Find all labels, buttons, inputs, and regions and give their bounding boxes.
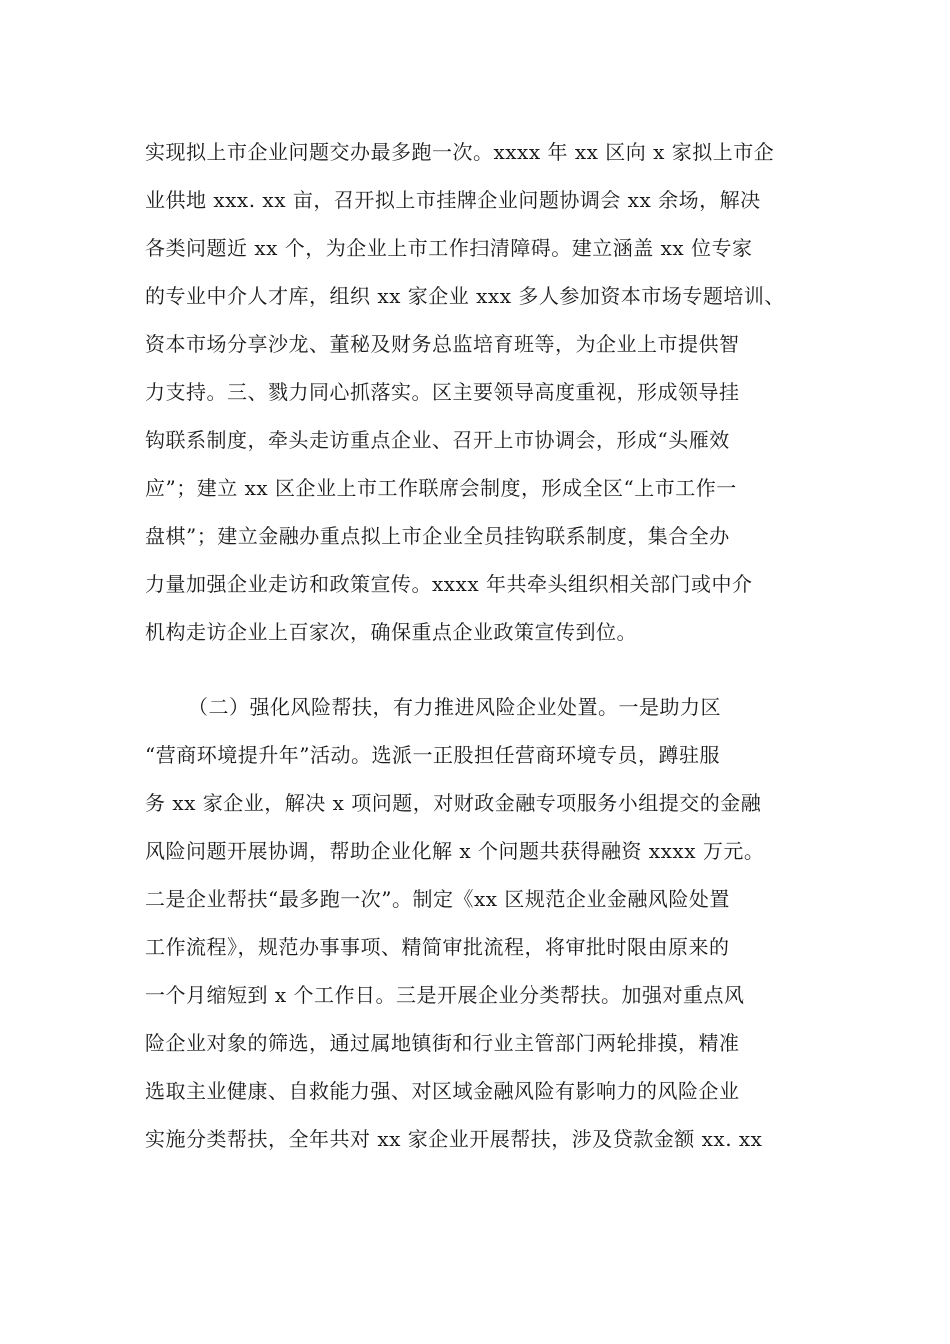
text-line: 盘棋”；建立金融办重点拟上市企业全员挂钩联系制度，集合全办 <box>145 524 730 548</box>
text-line: 险企业对象的筛选，通过属地镇街和行业主管部门两轮排摸，精准 <box>145 1031 740 1055</box>
text-line: 力支持。三、戮力同心抓落实。区主要领导高度重视，形成领导挂 <box>145 380 740 404</box>
text-line: 选取主业健康、自救能力强、对区域金融风险有影响力的风险企业 <box>145 1079 740 1103</box>
text-line: 机构走访企业上百家次，确保重点企业政策宣传到位。 <box>145 620 637 644</box>
text-line: 务 xx 家企业，解决 x 项问题，对财政金融专项服务小组提交的金融 <box>145 791 762 815</box>
text-line: 一个月缩短到 x 个工作日。三是开展企业分类帮扶。加强对重点风 <box>145 983 745 1007</box>
text-line: “营商环境提升年”活动。选派一正股担任营商环境专员，蹲驻服 <box>145 743 720 767</box>
text-line: 风险问题开展协调，帮助企业化解 x 个问题共获得融资 xxxx 万元。 <box>145 839 765 863</box>
text-line: 钩联系制度，牵头走访重点企业、召开上市协调会，形成“头雁效 <box>145 428 730 452</box>
text-line: 资本市场分享沙龙、董秘及财务总监培育班等，为企业上市提供智 <box>145 332 740 356</box>
text-line: 各类问题近 xx 个，为企业上市工作扫清障碍。建立涵盖 xx 位专家 <box>145 236 753 260</box>
text-line: 工作流程》，规范办事事项、精简审批流程，将审批时限由原来的 <box>145 935 730 959</box>
text-line: 力量加强企业走访和政策宣传。xxxx 年共牵头组织相关部门或中介 <box>145 572 753 596</box>
text-line: 业供地 xxx. xx 亩，召开拟上市挂牌企业问题协调会 xx 余场，解决 <box>145 188 761 212</box>
text-line: 二是企业帮扶“最多跑一次”。制定《xx 区规范企业金融风险处置 <box>145 887 730 911</box>
text-line: （二）强化风险帮扶，有力推进风险企业处置。一是助力区 <box>188 695 721 719</box>
text-line: 应”；建立 xx 区企业上市工作联席会制度，形成全区“上市工作一 <box>145 476 737 500</box>
text-line: 实现拟上市企业问题交办最多跑一次。xxxx 年 xx 区向 x 家拟上市企 <box>145 140 775 164</box>
text-line: 的专业中介人才库，组织 xx 家企业 xxx 多人参加资本市场专题培训、 <box>145 284 785 308</box>
text-line: 实施分类帮扶，全年共对 xx 家企业开展帮扶，涉及贷款金额 xx. xx <box>145 1127 763 1151</box>
